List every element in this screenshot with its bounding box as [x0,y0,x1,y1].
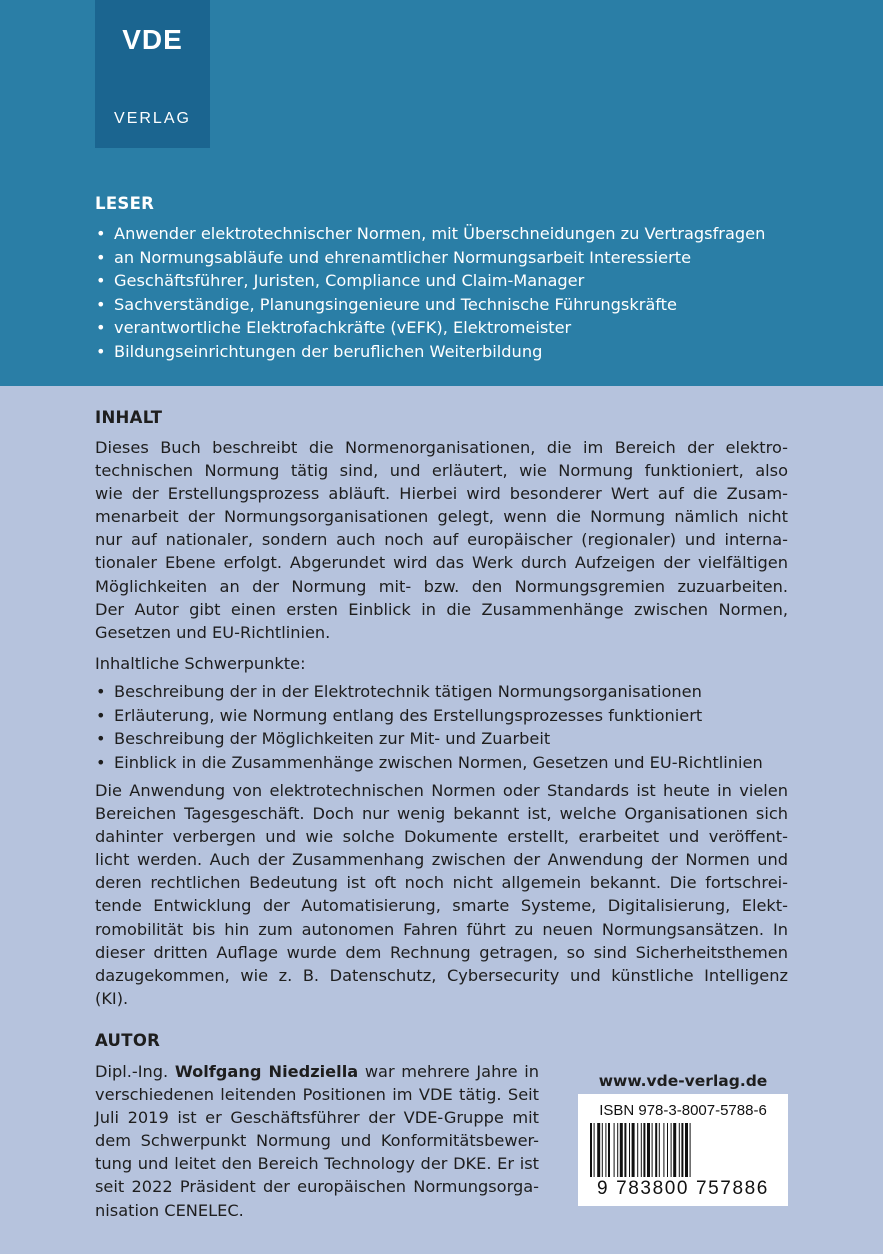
barcode-icon [588,1123,778,1179]
list-item: • Beschreibung der in der Elektrotechnik tätigen Normungsorganisationen [95,680,763,704]
text-line: Bereichen Tagesgeschäft. Doch nur wenig bekannt ist, welche Organisationen sich [95,804,788,824]
text-line: tionaler Ebene erfolgt. Abgerundet wird das Werk durch Aufzeigen der vielfältigen [95,553,788,573]
inhalt-title: INHALT [95,408,163,427]
isbn-label: ISBN 978-3-8007-5788-6 [599,1102,767,1119]
text-line: menarbeit der Normungsorganisationen gelegt, wenn die Normung nämlich nicht [95,507,788,527]
text-line: tende Entwicklung der Automatisierung, smarte Systeme, Digitalisierung, Elekt- [95,896,788,916]
inhalt-outro-paragraph [95,779,788,1010]
text-line: Juli 2019 ist er Geschäftsführer der VDE-Gruppe mit [95,1108,539,1128]
list-item: • Sachverständige, Planungsingenieure und Technische Führungskräfte [95,293,765,317]
text-line: Gesetzen und EU-Richtlinien. [95,622,331,642]
text-line [95,1060,539,1083]
text-line: dazugekommen, wie z. B. Datenschutz, Cybersecurity und künstliche Intelligenz [95,965,788,985]
text-line: nisation CENELEC. [95,1200,244,1220]
isbn-barcode-box [578,1094,788,1206]
text-line: (KI). [95,988,129,1008]
text-line: Die Anwendung von elektrotechnischen Normen oder Standards ist heute in vielen [95,781,788,800]
list-item: • Beschreibung der Möglichkeiten zur Mit- und Zuarbeit [95,727,763,751]
list-item: • Bildungseinrichtungen der beruflichen Weiterbildung [95,340,765,364]
author-prefix: Dipl.-Ing. [95,1062,175,1081]
focus-list [95,680,763,774]
text-line: dahinter verbergen und wie solche Dokumente erstellt, erarbeitet und veröffent- [95,827,788,847]
isbn-digits: 9 783800 757886 [597,1178,769,1199]
text-line: dieser dritten Auflage wurde dem Rechnung getragen, so sind Sicherheitsthemen [95,942,788,962]
leser-list [95,222,765,364]
text-line: tung und leitet den Bereich Technology der DKE. Er ist [95,1154,539,1174]
author-name: Wolfgang Niedziella [174,1062,359,1081]
autor-paragraph [95,1060,539,1222]
logo-subtitle: VERLAG [114,110,191,127]
list-item: • an Normungsabläufe und ehrenamtlicher Normungsarbeit Interessierte [95,246,765,270]
text-line: dem Schwerpunkt Normung und Konformitätsbewer- [95,1131,539,1151]
author-line-rest: war mehrere Jahre in [358,1062,539,1081]
text-line: verschiedenen leitenden Positionen im VDE tätig. Seit [95,1085,539,1105]
inhalt-intro-paragraph [95,436,788,644]
publisher-logo [95,0,210,148]
list-item: • Geschäftsführer, Juristen, Compliance und Claim-Manager [95,269,765,293]
list-item: • Erläuterung, wie Normung entlang des Erstellungsprozesses funktioniert [95,704,763,728]
logo-brand: VDE [122,24,183,55]
text-line: wie der Erstellungsprozess abläuft. Hierbei wird besonderer Wert auf die Zusam- [95,484,788,504]
text-line: licht werden. Auch der Zusammenhang zwischen der Anwendung der Normen und [95,850,788,870]
list-item: • Einblick in die Zusammenhänge zwischen Normen, Gesetzen und EU-Richtlinien [95,751,763,775]
text-line: Möglichkeiten an der Normung mit- bzw. den Normungsgremien zuzuarbeiten. [95,576,788,596]
text-line: Dieses Buch beschreibt die Normenorganisationen, die im Bereich der elektro- [95,438,788,457]
list-item: • verantwortliche Elektrofachkräfte (vEFK), Elektromeister [95,316,765,340]
leser-title: LESER [95,194,155,213]
website-url: www.vde-verlag.de [598,1072,768,1090]
text-line: nur auf nationaler, sondern auch noch auf europäischer (regionaler) und interna- [95,530,788,550]
focus-label: Inhaltliche Schwerpunkte: [95,654,306,673]
header-band [0,0,883,386]
text-line: technischen Normung tätig sind, und erläutert, wie Normung funktioniert, also [95,461,788,481]
list-item: • Anwender elektrotechnischer Normen, mit Überschneidungen zu Vertragsfragen [95,222,765,246]
text-line: seit 2022 Präsident der europäischen Normungsorga- [95,1177,539,1197]
text-line: Der Autor gibt einen ersten Einblick in die Zusammenhänge zwischen Normen, [95,599,788,619]
text-line: romobilität bis hin zum autonomen Fahren führt zu neuen Normungsansätzen. In [95,919,788,939]
autor-title: AUTOR [95,1031,161,1050]
text-line: deren rechtlichen Bedeutung ist oft noch nicht allgemein bekannt. Die fortschrei- [95,873,788,893]
